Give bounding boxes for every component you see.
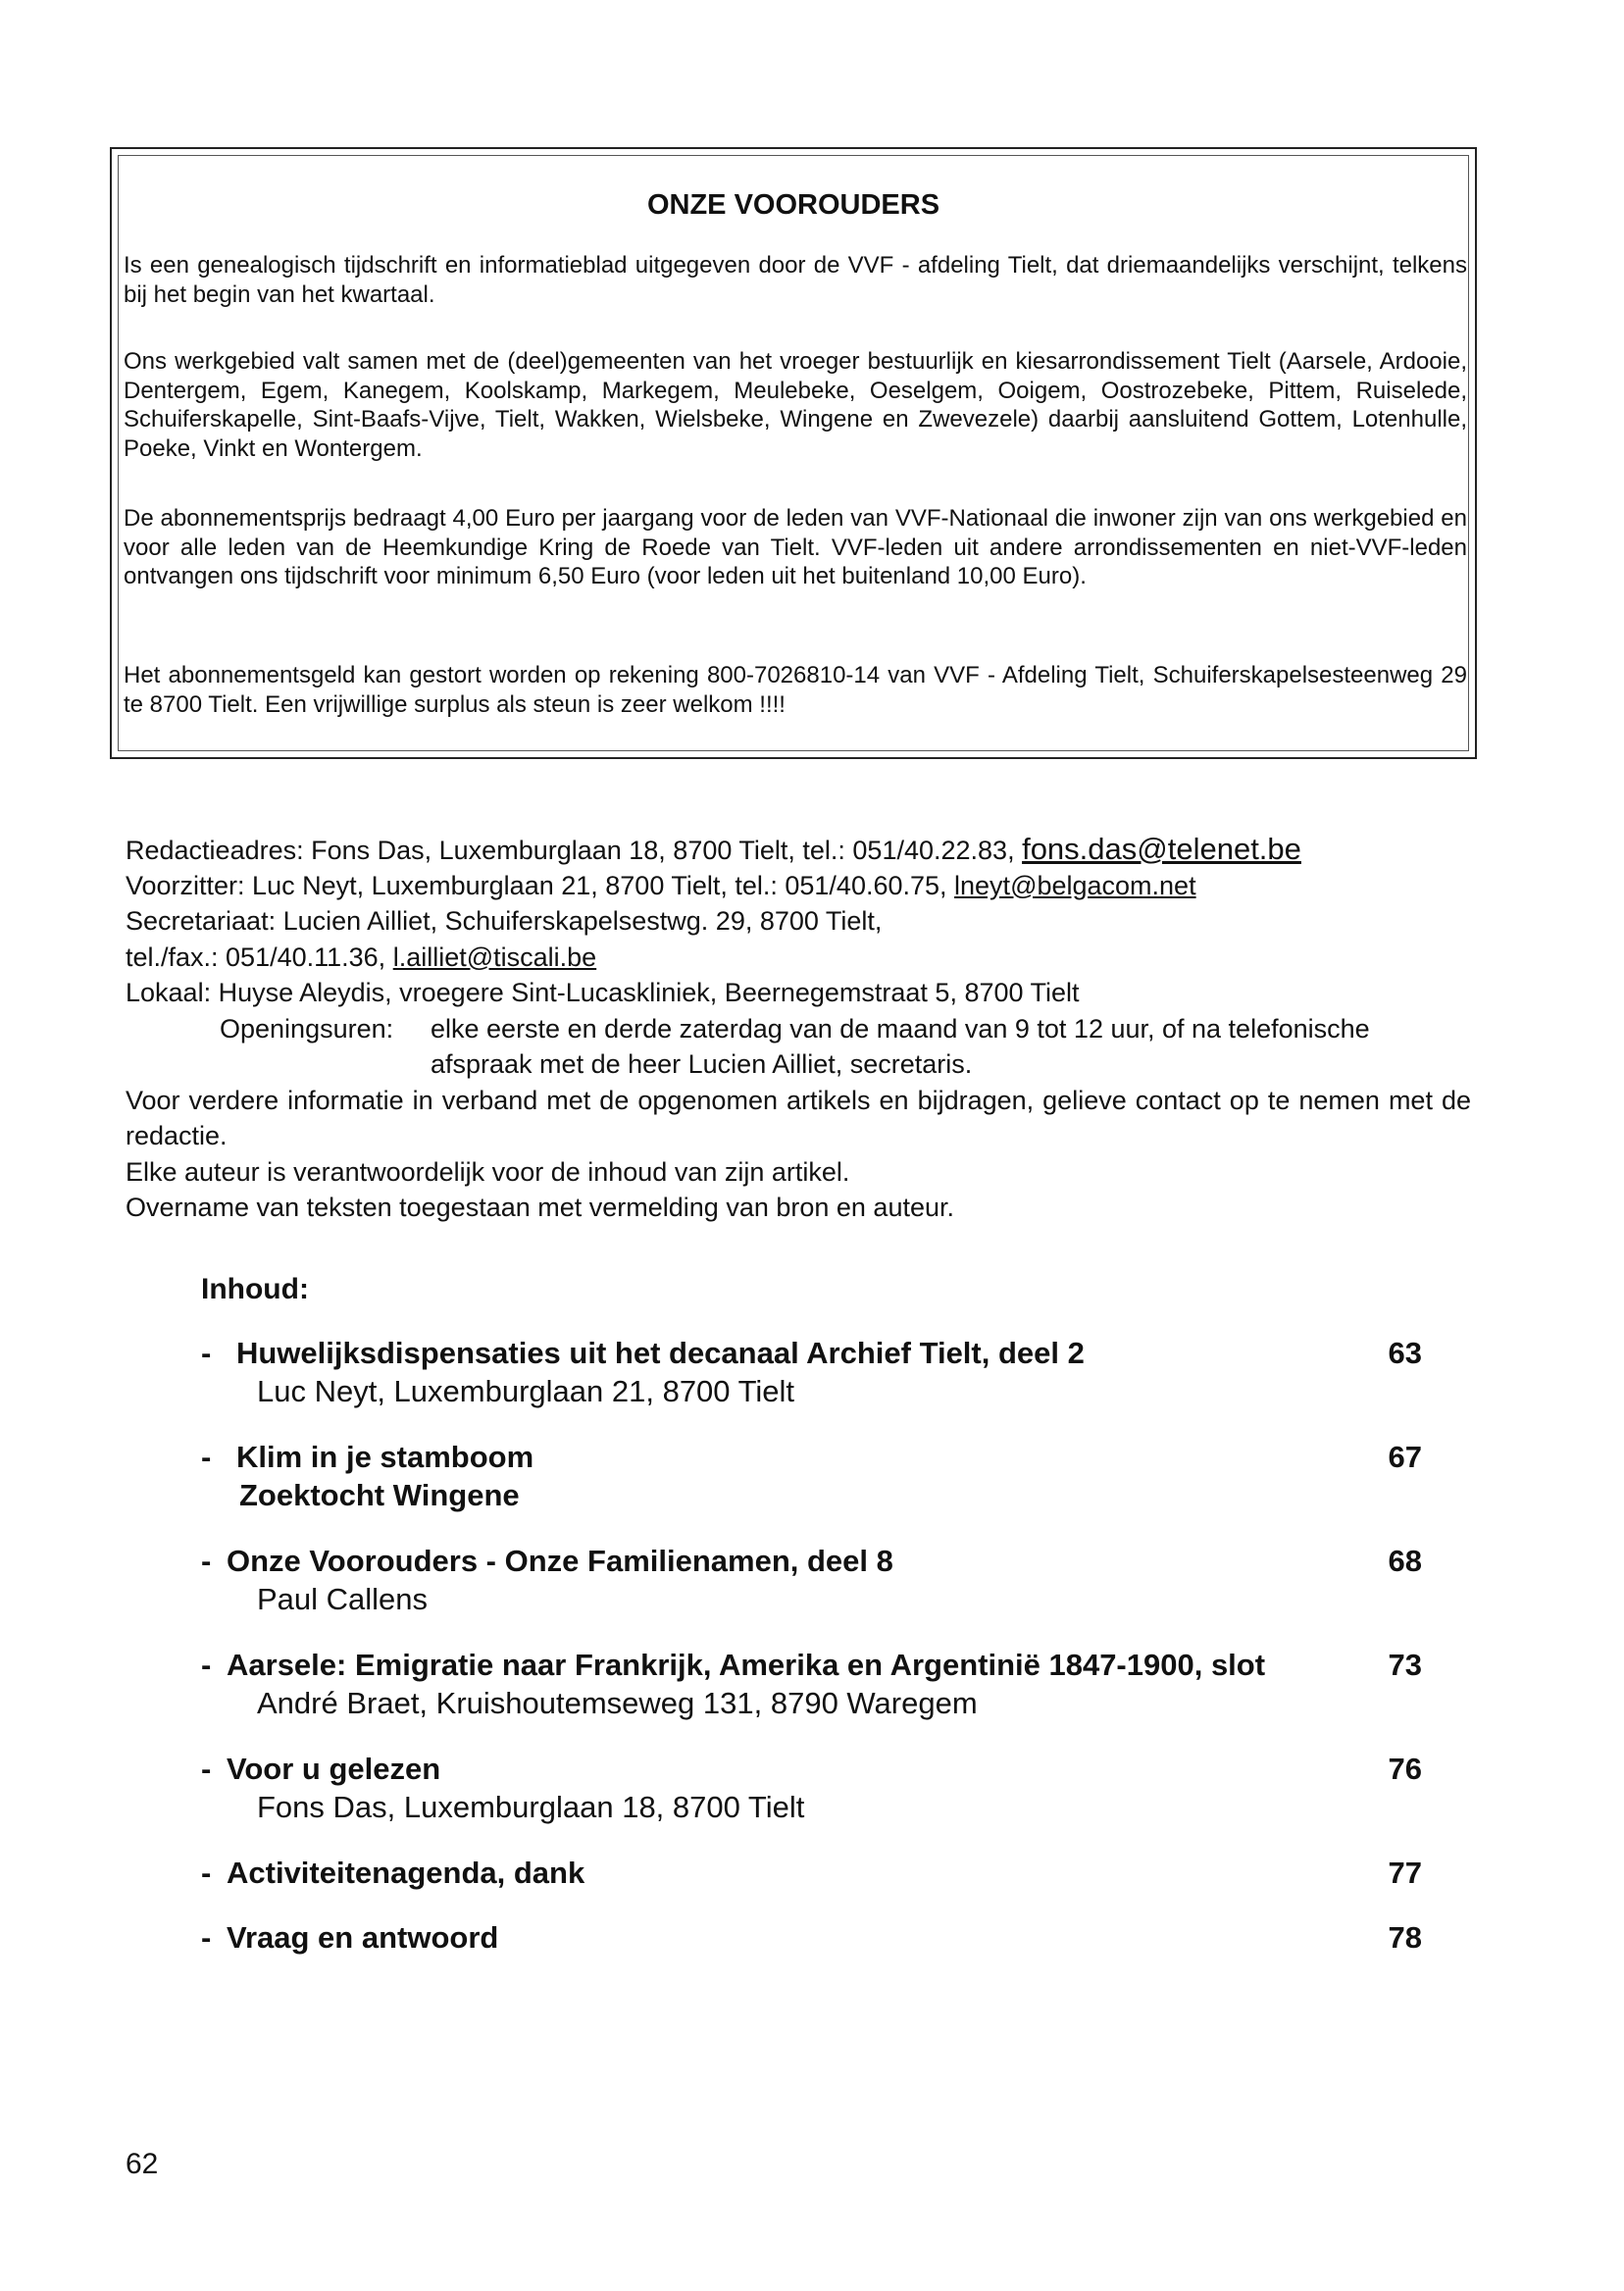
telfax-line: [126, 940, 1471, 976]
toc-entry-title: Vraag en antwoord: [227, 1920, 499, 1955]
lokaal-line: Lokaal: Huyse Aleydis, vroegere Sint-Lucaskliniek, Beernegemstraat 5, 8700 Tielt: [126, 978, 1080, 1007]
toc-entry-subtitle: Fons Das, Luxemburglaan 18, 8700 Tielt: [257, 1790, 805, 1824]
toc-entry-title: Huwelijksdispensaties uit het decanaal Archief Tielt, deel 2: [236, 1336, 1085, 1370]
toc-entry-subtitle: Zoektocht Wingene: [239, 1478, 520, 1512]
toc-entry-voor-u-gelezen[interactable]: - Voor u gelezen 76 Fons Das, Luxemburglaan 18, 8700 Tielt: [201, 1752, 1422, 1827]
toc-entry-page: 63: [1388, 1336, 1422, 1370]
toc-entry-subtitle: André Braet, Kruishoutemseweg 131, 8790 Waregem: [257, 1686, 978, 1720]
toc-entry-klim-in-je-stamboom[interactable]: - Klim in je stamboom 67 Zoektocht Wingene: [201, 1440, 1422, 1515]
toc-entry-activiteitenagenda[interactable]: - Activiteitenagenda, dank 77: [201, 1856, 1422, 1890]
page-number: 62: [126, 2148, 159, 2180]
toc-entry-title: Klim in je stamboom: [236, 1440, 534, 1474]
voorzitter-text: Voorzitter: Luc Neyt, Luxemburglaan 21, 8700 Tielt, tel.: 051/40.60.75,: [126, 870, 955, 900]
toc-entry-huwelijksdispensaties[interactable]: - Huwelijksdispensaties uit het decanaal Archief Tielt, deel 2 63 Luc Neyt, Luxemburglaan 21, 8700 Tielt: [201, 1336, 1422, 1411]
box-paragraph-abonnementsprijs: De abonnementsprijs bedraagt 4,00 Euro per jaargang voor de leden van VVF-Nationaal die inwoner zijn van ons werkgebied en voor alle leden van de Heemkundige Kring de Roede van Tielt. VVF-leden uit andere arrondissementen en niet-VVF-leden ontvangen ons tijdschrift voor minimum 6,50 Euro (voor leden uit het buitenland 10,00 Euro).: [124, 505, 1467, 589]
redactie-text: Redactieadres: Fons Das, Luxemburglaan 18, 8700 Tielt, tel.: 051/40.22.83,: [126, 836, 1023, 865]
openingsuren-line: [126, 1011, 1471, 1047]
toc-entry-subtitle: Luc Neyt, Luxemburglaan 21, 8700 Tielt: [257, 1374, 795, 1408]
secretariaat-line: Secretariaat: Lucien Ailliet, Schuiferskapelsestwg. 29, 8700 Tielt,: [126, 906, 883, 936]
redactie-line: [126, 832, 1471, 868]
toc-entry-subtitle: Paul Callens: [257, 1582, 429, 1616]
toc-entry-page: 77: [1388, 1856, 1422, 1890]
secretariaat-email-link[interactable]: l.ailliet@tiscali.be: [392, 942, 597, 972]
box-title: ONZE VOOROUDERS: [646, 189, 940, 221]
voorzitter-email-link[interactable]: lneyt@belgacom.net: [954, 870, 1196, 900]
toc-entry-title: Aarsele: Emigratie naar Frankrijk, Amerika en Argentinië 1847-1900, slot: [227, 1648, 1266, 1682]
toc-entry-title: Voor u gelezen: [227, 1752, 441, 1786]
box-paragraph-werkgebied: Ons werkgebied valt samen met de (deel)gemeenten van het vroeger bestuurlijk en kiesarrondissement Tielt (Aarsele, Ardooie, Dentergem, Egem, Kanegem, Koolskamp, Markegem, Meulebeke, Oeselgem, Ooigem, Oostrozebeke, Pittem, Ruiselede, Schuiferskapelle, Sint-Baafs-Vijve, Tielt, Wakken, Wielsbeke, Wingene en Zwevezele) daarbij aansluitend Gottem, Lotenhulle, Poeke, Vinkt en Wontergem.: [124, 348, 1467, 462]
openingsuren-continuation: afspraak met de heer Lucien Ailliet, secretaris.: [431, 1049, 973, 1079]
toc-entry-page: 68: [1388, 1544, 1422, 1578]
toc-entry-vraag-en-antwoord[interactable]: - Vraag en antwoord 78: [201, 1920, 1422, 1955]
toc-entry-title: Onze Voorouders - Onze Familienamen, deel 8: [227, 1544, 893, 1578]
toc-entry-page: 78: [1388, 1920, 1422, 1955]
toc-entry-onze-familienamen[interactable]: - Onze Voorouders - Onze Familienamen, deel 8 68 Paul Callens: [201, 1544, 1422, 1619]
openingsuren-label: Openingsuren:: [220, 1013, 394, 1044]
voorzitter-line: [126, 868, 1471, 904]
toc-entry-aarsele-emigratie[interactable]: - Aarsele: Emigratie naar Frankrijk, Amerika en Argentinië 1847-1900, slot 73 André Braet, Kruishoutemseweg 131, 8790 Waregem: [201, 1648, 1422, 1723]
toc-entry-page: 76: [1388, 1752, 1422, 1786]
toc-entry-page: 73: [1388, 1648, 1422, 1682]
openingsuren-text: elke eerste en derde zaterdag van de maand van 9 tot 12 uur, of na telefonische: [431, 1013, 1370, 1044]
box-paragraph-intro: Is een genealogisch tijdschrift en informatieblad uitgegeven door de VVF - afdeling Tielt, dat driemaandelijks verschijnt, telkens bij het begin van het kwartaal.: [124, 252, 1467, 308]
info-paragraph: Voor verdere informatie in verband met de opgenomen artikels en bijdragen, gelieve contact op te nemen met de redactie.: [126, 1085, 1471, 1150]
toc-heading: Inhoud:: [201, 1273, 309, 1305]
contact-block: [126, 832, 1471, 1226]
toc-entry-title: Activiteitenagenda, dank: [227, 1856, 585, 1890]
box-paragraph-abonnementsgeld: Het abonnementsgeld kan gestort worden op rekening 800-7026810-14 van VVF - Afdeling Tielt, Schuiferskapelsesteenweg 29 te 8700 Tielt. Een vrijwillige surplus als steun is zeer welkom !!!!: [124, 662, 1467, 718]
telfax-text: tel./fax.: 051/40.11.36,: [126, 942, 393, 972]
redactie-email-link[interactable]: fons.das@telenet.be: [1022, 832, 1301, 866]
toc-entry-page: 67: [1388, 1440, 1422, 1474]
overname-line: Overname van teksten toegestaan met vermelding van bron en auteur.: [126, 1193, 955, 1222]
auteur-line: Elke auteur is verantwoordelijk voor de inhoud van zijn artikel.: [126, 1156, 850, 1187]
